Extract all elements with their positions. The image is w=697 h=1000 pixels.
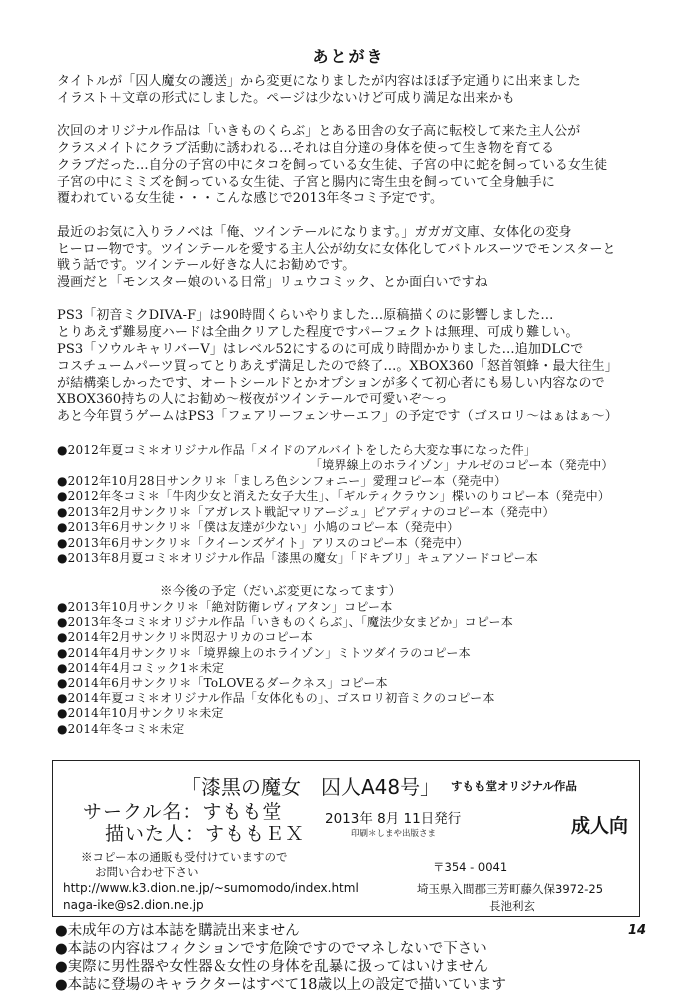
afterword-line: 戦う話です。ツインテール好きな人にお勧めです。	[57, 258, 356, 273]
release-item: ●2012年10月28日サンクリ＊「ましろ色シンフォニー」愛理コピー本（発売中）	[57, 474, 507, 488]
afterword-line: XBOX360持ちの人にお勧め～桜夜がツインテールで可愛いぞ～っ	[57, 392, 448, 407]
afterword-line: コスチュームパーツ買ってとりあえず満足したので終了…。XBOX360「怒首領蜂・最大往生」	[57, 359, 618, 374]
future-item: ●2014年4月コミック1＊未定	[57, 661, 225, 675]
release-item: ●2012年夏コミ＊オリジナル作品「メイドのアルバイトをしたら大変な事になった件」	[57, 443, 537, 457]
address: 埼玉県入間郡三芳町藤久保3972-25	[417, 882, 604, 896]
colophon-box	[52, 760, 640, 917]
future-item: ●2014年夏コミ＊オリジナル作品「女体化もの」、ゴスロリ初音ミクのコピー本	[57, 691, 495, 705]
future-item: ●2014年4月サンクリ＊「境界線上のホライゾン」ミトツダイラのコピー本	[57, 646, 471, 660]
printer: 印刷＊しまや出版さま	[351, 829, 437, 839]
release-item: ●2012年冬コミ＊「牛肉少女と消えた女子大生」、「ギルティクラウン」楪いのりコピー本（発売中）	[57, 489, 611, 503]
afterword-line: 子宮の中にミミズを飼っている女生徒、子宮と腸内に寄生虫を飼っていて全身触手に	[57, 175, 555, 190]
mail-order-note: ※コピー本の通販も受付けていますので	[81, 850, 288, 864]
afterword-line: クラブだった…自分の子宮の中にタコを飼っている女生徒、子宮の中に蛇を飼っている女生徒	[57, 158, 608, 173]
release-item: ●2013年6月サンクリ＊「クイーンズゲイト」アリスのコピー本（発売中）	[57, 536, 469, 550]
future-item: ●2013年10月サンクリ＊「絶対防衛レヴィアタン」コピー本	[57, 600, 393, 614]
afterword-line: イラスト＋文章の形式にしました。ページは少ないけど可成り満足な出来かも	[57, 91, 515, 106]
afterword-line: PS3「初音ミクDIVA-F」は90時間くらいやりました…原稿描くのに影響しました…	[57, 308, 554, 323]
future-heading: ※今後の予定（だいぶ変更になってます）	[160, 583, 402, 598]
notice-item: ●本誌の内容はフィクションです危険ですのでマネしないで下さい	[55, 941, 487, 957]
future-item: ●2014年2月サンクリ＊閃忍ナリカのコピー本	[57, 630, 313, 644]
adult-rating: 成人向	[571, 815, 629, 837]
website-link[interactable]: http://www.k3.dion.ne.jp/~sumomodo/index.html	[63, 881, 359, 895]
afterword-line: が結構楽しかったです、オートシールドとかオプションが多くて初心者にも易しい内容なので	[57, 376, 605, 391]
book-title: 「漆黒の魔女 囚人A48号」	[181, 775, 441, 799]
release-item: ●2013年6月サンクリ＊「僕は友達が少ない」小鳩のコピー本（発売中）	[57, 520, 460, 534]
afterword-title: あとがき	[312, 47, 385, 66]
book-subtitle: すもも堂オリジナル作品	[451, 779, 577, 793]
future-item: ●2014年6月サンクリ＊「ToLOVEるダークネス」コピー本	[57, 676, 388, 690]
future-item: ●2013年冬コミ＊オリジナル作品「いきものくらぶ」、「魔法少女まどか」コピー本	[57, 615, 513, 629]
author-name: 長池利玄	[489, 899, 535, 913]
artist-name: 描いた人：すももＥＸ	[105, 823, 306, 845]
page-number: 14	[628, 923, 647, 938]
mail-order-note-2: お問い合わせ下さい	[95, 865, 199, 879]
release-item: ●2013年2月サンクリ＊「アガレスト戦記マリアージュ」ピアディナのコピー本（発売中）	[57, 505, 555, 519]
afterword-line: PS3「ソウルキャリバーV」はレベル52にするのに可成り時間かかりました…追加DLCで	[57, 342, 584, 357]
afterword-line: 漫画だと「モンスター娘のいる日常」リュウコミック、とか面白いですね	[57, 275, 488, 290]
future-item: ●2014年10月サンクリ＊未定	[57, 706, 224, 720]
publish-date: 2013年 8月 11日発行	[325, 811, 462, 827]
afterword-line: 次回のオリジナル作品は「いきものくらぶ」とある田舎の女子高に転校して来た主人公が	[57, 124, 581, 139]
afterword-line: クラスメイトにクラブ活動に誘われる…それは自分達の身体を使って生き物を育てる	[57, 141, 555, 156]
afterword-line: あと今年買うゲームはPS3「フェアリーフェンサーエフ」の予定です（ゴスロリ～はぁはぁ～）	[57, 409, 618, 424]
afterword-line: とりあえず難易度ハードは全曲クリアした程度ですパーフェクトは無理、可成り難しい。	[57, 325, 579, 340]
afterword-line: 覆われている女生徒・・・こんな感じで2013年冬コミ予定です。	[57, 191, 444, 206]
email-link[interactable]: naga-ike@s2.dion.ne.jp	[63, 898, 204, 912]
postal-code: 〒354 - 0041	[433, 860, 508, 874]
future-item: ●2014年冬コミ＊未定	[57, 722, 185, 736]
afterword-line: ヒーロー物です。ツインテールを愛する主人公が幼女に女体化してバトルスーツでモンスターと	[57, 242, 616, 257]
notice-item: ●未成年の方は本誌を購読出来ません	[55, 923, 300, 939]
release-item: ●2013年8月夏コミ＊オリジナル作品「漆黒の魔女」「ドキブリ」キュアソードコピー本	[57, 551, 539, 565]
circle-name: サークル名：すもも堂	[83, 801, 283, 823]
notice-item: ●本誌に登場のキャラクターはすべて18歳以上の設定で描いています	[55, 977, 507, 993]
afterword-line: タイトルが「囚人魔女の護送」から変更になりましたが内容はほぼ予定通りに出来ました	[57, 74, 581, 89]
release-item-continued: 「境界線上のホライゾン」ナルゼのコピー本（発売中）	[310, 458, 614, 472]
notice-item: ●実際に男性器や女性器＆女性の身体を乱暴に扱ってはいけません	[55, 959, 489, 975]
afterword-line: 最近のお気に入りラノベは「俺、ツインテールになります。」ガガガ文庫、女体化の変身	[57, 225, 572, 240]
